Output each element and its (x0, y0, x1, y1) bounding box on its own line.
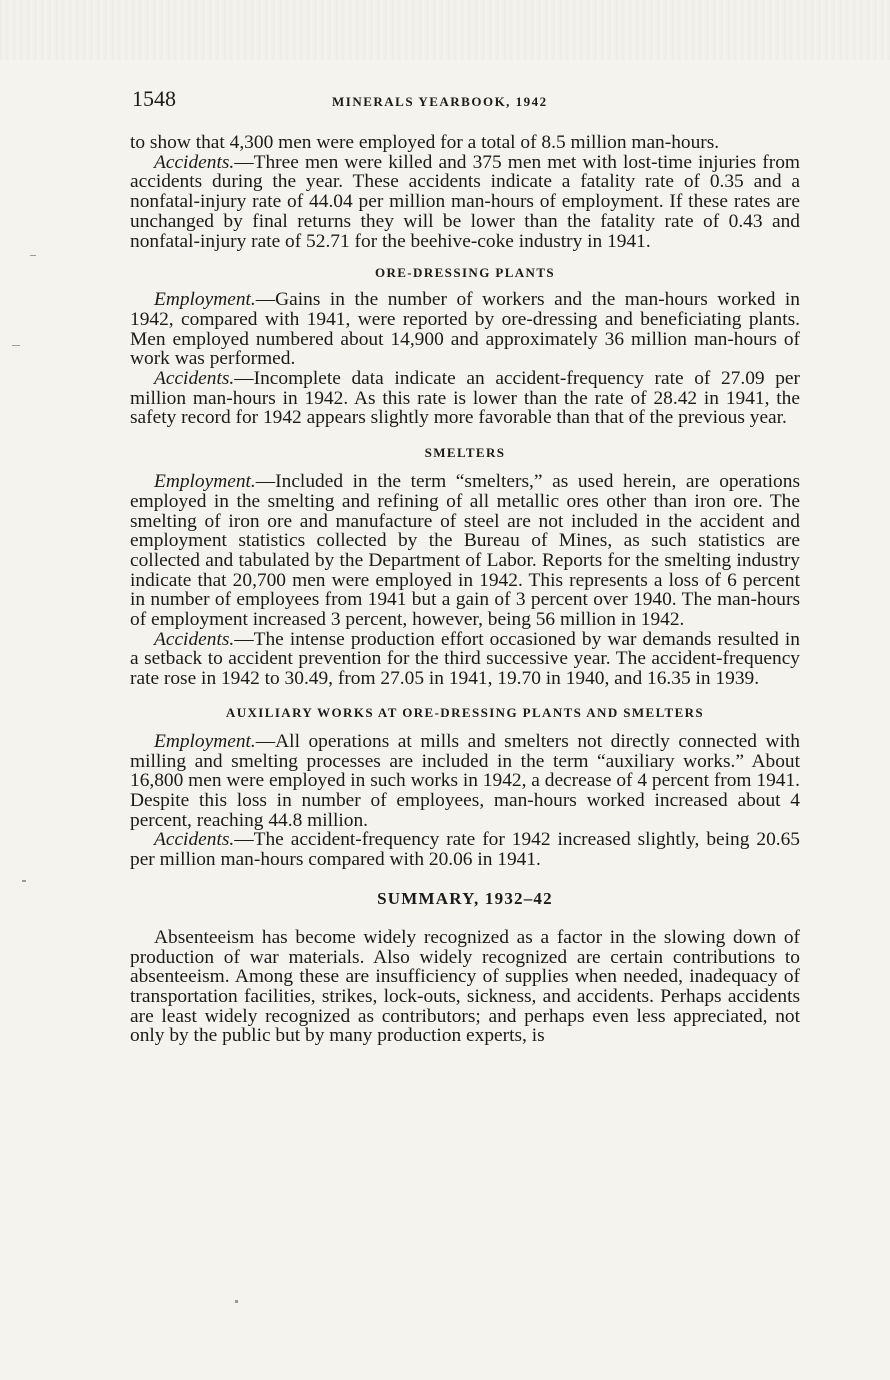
auxiliary-employment-text: —All operations at mills and smelters not directly connected with milling and smelting processes are included in the term “auxiliary works.” About 16,800 men were employed in such works in 1942, a decrease of 4 percent from 1941. Despite this loss in number of employees, man-hours worked increased about 4 percent, reaching 44.8 million. (130, 730, 800, 831)
accidents-run-in: Accidents. (154, 151, 235, 173)
page-number: 1548 (132, 86, 176, 111)
summary-paragraph: Absenteeism has become widely recognized as a factor in the slowing down of production of war materials. Also widely recognized are certain contributions to absenteeism. Among these are insufficiency of supplies when needed, inadequacy of transportation facilities, strikes, lock-outs, sickness, and accidents. Perhaps accidents are least widely recognized as contributors; and perhaps even less appreciated, not only by the public but by many production experts, is (130, 926, 800, 1047)
running-title: MINERALS YEARBOOK, 1942 (332, 94, 548, 109)
smelters-accidents-paragraph (130, 630, 800, 689)
employment-run-in: Employment. (154, 289, 256, 311)
summary-heading: SUMMARY, 1932–42 (377, 888, 553, 908)
ore-dressing-employment-paragraph (130, 290, 800, 369)
section-heading-smelters: SMELTERS (424, 445, 506, 461)
auxiliary-employment-paragraph (130, 732, 800, 831)
smelters-employment-text: —Included in the term “smelters,” as used herein, are operations employed in the smelting and refining of all metallic ores other than iron ore. The smelting of iron ore and manufacture of steel are not included in the accident and employment statistics collected by the Bureau of Mines, as such statistics are collected and tabulated by the Department of Labor. Reports for the smelting industry indicate that 20,700 men were employed in 1942. This represents a loss of 6 percent in number of employees from 1941 but a gain of 3 percent over 1940. The man-hours of employment increased 3 percent, however, being 56 million in 1942. (130, 471, 800, 631)
accidents-run-in: Accidents. (154, 829, 235, 851)
scan-speck (30, 255, 36, 256)
employment-run-in: Employment. (154, 730, 256, 752)
ore-dressing-accidents-paragraph (130, 369, 800, 428)
intro-accidents-text: —Three men were killed and 375 men met with lost-time injuries from accidents during the year. These accidents indicate a fatality rate of 0.35 and a nonfatal-injury rate of 44.04 per million man-hours of employment. If these rates are unchanged by final returns they will be lower than the fatality rate of 0.43 and nonfatal-injury rate of 52.71 for the beehive-coke industry in 1941. (130, 151, 800, 252)
continuation-paragraph: to show that 4,300 men were employed for a total of 8.5 million man-hours. (130, 132, 720, 153)
intro-accidents-paragraph (130, 153, 800, 252)
accidents-run-in: Accidents. (154, 368, 235, 390)
scan-speck (12, 345, 20, 346)
smelters-employment-paragraph (130, 472, 800, 630)
employment-run-in: Employment. (154, 471, 256, 493)
auxiliary-accidents-paragraph (130, 830, 800, 869)
smelters-accidents-text: —The intense production effort occasioned by war demands resulted in a setback to accident prevention for the third successive year. The accident-frequency rate rose in 1942 to 30.49, from 27.05 in 1941, 19.70 in 1940, and 16.35 in 1939. (130, 628, 800, 690)
section-heading-ore-dressing: ORE-DRESSING PLANTS (374, 265, 556, 281)
ore-dressing-accidents-text: —Incomplete data indicate an accident-frequency rate of 27.09 per million man-hours in 1942. As this rate is lower than the rate of 28.42 in 1941, the safety record for 1942 appears slightly more favorable than that of the previous year. (130, 368, 800, 429)
body-text (130, 133, 800, 1046)
section-heading-auxiliary-works: AUXILIARY WORKS AT ORE-DRESSING PLANTS AND SMELTERS (225, 704, 705, 720)
auxiliary-accidents-text: —The accident-frequency rate for 1942 increased slightly, being 20.65 per million man-hours compared with 20.06 in 1941. (130, 829, 800, 871)
scan-speck (22, 880, 26, 882)
scan-noise (0, 0, 890, 60)
scan-speck (235, 1300, 238, 1303)
page-header (132, 86, 800, 120)
ore-dressing-employment-text: —Gains in the number of workers and the man-hours worked in 1942, compared with 1941, were reported by ore-dressing and beneficiating plants. Men employed numbered about 14,900 and approximately 36 million man-hours of work was performed. (130, 289, 800, 370)
accidents-run-in: Accidents. (154, 628, 235, 650)
